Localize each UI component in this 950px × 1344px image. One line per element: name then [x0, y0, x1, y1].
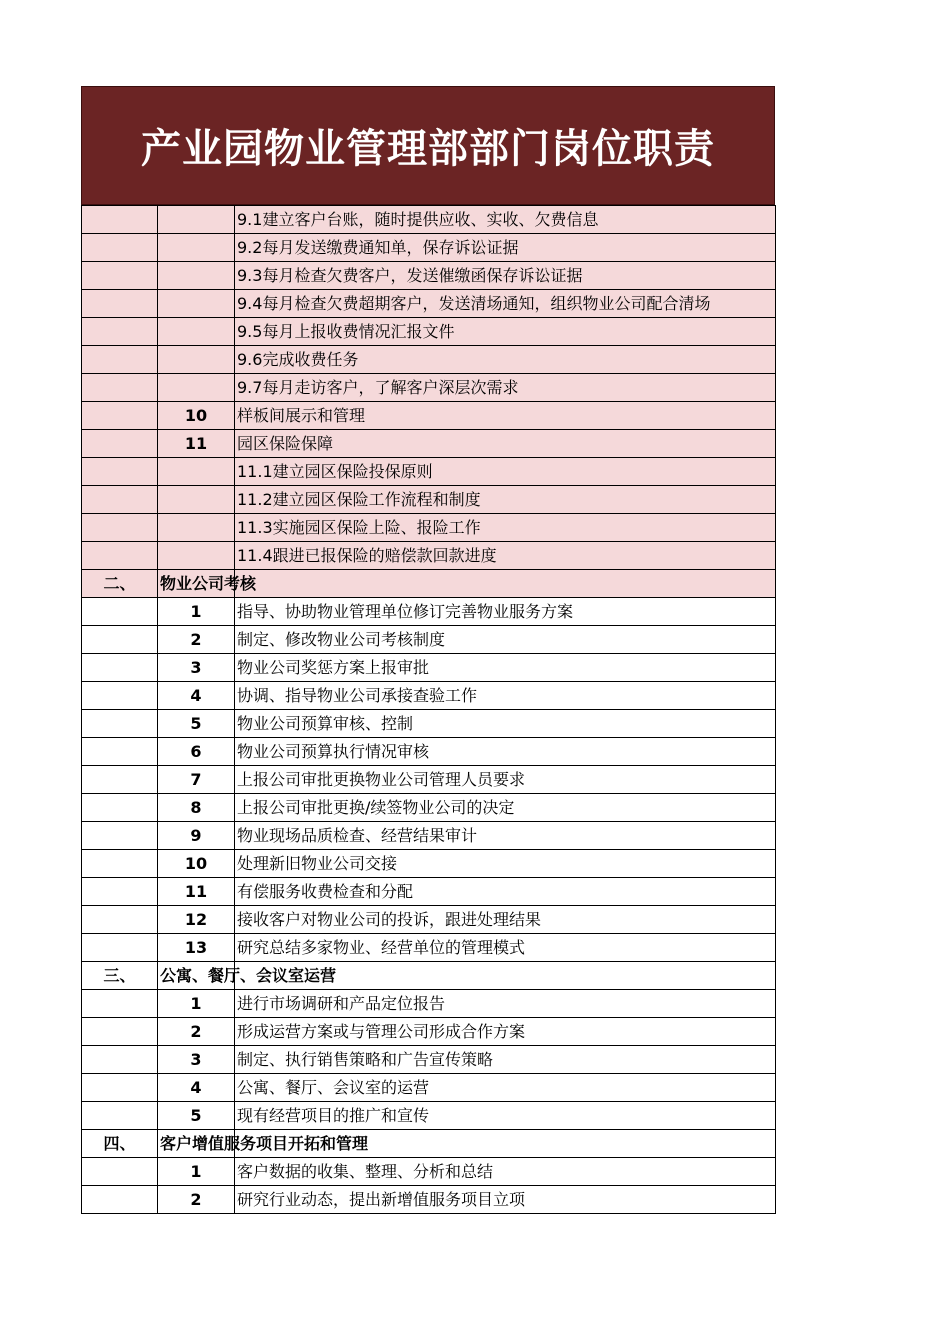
item-number-cell: 1 [158, 1158, 235, 1186]
item-number-cell: 2 [158, 626, 235, 654]
item-number-cell: 11 [158, 878, 235, 906]
empty-cell [82, 598, 158, 626]
table-row [82, 822, 776, 850]
empty-cell [82, 458, 158, 486]
empty-cell [82, 626, 158, 654]
item-number-cell: 11 [158, 430, 235, 458]
section-title-cell [158, 1130, 369, 1158]
table-row [82, 1186, 776, 1214]
empty-cell [82, 290, 158, 318]
empty-cell [82, 430, 158, 458]
table-row [82, 318, 776, 346]
empty-cell [82, 234, 158, 262]
item-number-cell [158, 458, 235, 486]
table-row [82, 374, 776, 402]
empty-cell [82, 906, 158, 934]
item-number-cell: 2 [158, 1018, 235, 1046]
duty-text-cell [235, 570, 776, 598]
page-title: 产业园物业管理部部门岗位职责 [141, 126, 715, 172]
item-number-cell [158, 262, 235, 290]
empty-cell [82, 934, 158, 962]
section-number-cell: 二、 [82, 570, 158, 598]
duty-text-cell: 协调、指导物业公司承接查验工作 [235, 682, 776, 710]
duty-text-cell: 上报公司审批更换物业公司管理人员要求 [235, 766, 776, 794]
section-number-cell: 四、 [82, 1130, 158, 1158]
table-row [82, 1046, 776, 1074]
item-number-cell: 4 [158, 682, 235, 710]
duty-text-cell: 9.3每月检查欠费客户，发送催缴函保存诉讼证据 [235, 262, 776, 290]
item-number-cell [158, 206, 235, 234]
item-number-cell: 5 [158, 1102, 235, 1130]
empty-cell [82, 542, 158, 570]
empty-cell [82, 682, 158, 710]
responsibility-sheet [81, 86, 775, 1214]
table-row [82, 458, 776, 486]
item-number-cell: 2 [158, 1186, 235, 1214]
section-row [82, 570, 776, 598]
empty-cell [82, 1158, 158, 1186]
table-row [82, 206, 776, 234]
duty-text-cell: 9.6完成收费任务 [235, 346, 776, 374]
section-row [82, 962, 776, 990]
table-row [82, 934, 776, 962]
duty-text-cell: 制定、执行销售策略和广告宣传策略 [235, 1046, 776, 1074]
table-row [82, 1074, 776, 1102]
item-number-cell [158, 542, 235, 570]
section-title: 公寓、餐厅、会议室运营 [160, 966, 337, 985]
table-row [82, 290, 776, 318]
duty-text-cell: 9.5每月上报收费情况汇报文件 [235, 318, 776, 346]
section-title-cell [158, 962, 337, 990]
duty-text-cell: 9.4每月检查欠费超期客户，发送清场通知，组织物业公司配合清场 [235, 290, 776, 318]
duty-text-cell: 上报公司审批更换/续签物业公司的决定 [235, 794, 776, 822]
section-title-cell [158, 570, 257, 598]
duty-text-cell: 9.7每月走访客户，了解客户深层次需求 [235, 374, 776, 402]
table-row [82, 1158, 776, 1186]
empty-cell [82, 710, 158, 738]
duty-text-cell: 研究总结多家物业、经营单位的管理模式 [235, 934, 776, 962]
table-row [82, 514, 776, 542]
item-number-cell [158, 234, 235, 262]
duty-text-cell: 形成运营方案或与管理公司形成合作方案 [235, 1018, 776, 1046]
item-number-cell: 3 [158, 654, 235, 682]
table-row [82, 990, 776, 1018]
empty-cell [82, 402, 158, 430]
empty-cell [82, 794, 158, 822]
empty-cell [82, 262, 158, 290]
table-row [82, 878, 776, 906]
table-row [82, 710, 776, 738]
item-number-cell: 1 [158, 990, 235, 1018]
empty-cell [82, 878, 158, 906]
duty-text-cell: 物业公司奖惩方案上报审批 [235, 654, 776, 682]
duty-text-cell: 指导、协助物业管理单位修订完善物业服务方案 [235, 598, 776, 626]
empty-cell [82, 346, 158, 374]
duty-text-cell: 9.2每月发送缴费通知单，保存诉讼证据 [235, 234, 776, 262]
item-number-cell: 12 [158, 906, 235, 934]
table-row [82, 598, 776, 626]
duty-text-cell: 11.2建立园区保险工作流程和制度 [235, 486, 776, 514]
table-row [82, 906, 776, 934]
duties-table-body [82, 206, 776, 1214]
empty-cell [82, 1186, 158, 1214]
empty-cell [82, 990, 158, 1018]
table-row [82, 626, 776, 654]
duty-text-cell: 物业现场品质检查、经营结果审计 [235, 822, 776, 850]
item-number-cell [158, 318, 235, 346]
section-title: 物业公司考核 [160, 574, 257, 593]
item-number-cell [158, 374, 235, 402]
empty-cell [82, 1102, 158, 1130]
empty-cell [82, 738, 158, 766]
table-row [82, 850, 776, 878]
duty-text-cell: 客户数据的收集、整理、分析和总结 [235, 1158, 776, 1186]
item-number-cell [158, 514, 235, 542]
item-number-cell: 9 [158, 822, 235, 850]
table-row [82, 430, 776, 458]
item-number-cell: 3 [158, 1046, 235, 1074]
item-number-cell: 4 [158, 1074, 235, 1102]
section-row [82, 1130, 776, 1158]
empty-cell [82, 318, 158, 346]
title-banner [81, 86, 775, 205]
empty-cell [82, 766, 158, 794]
empty-cell [82, 514, 158, 542]
empty-cell [82, 1018, 158, 1046]
item-number-cell: 5 [158, 710, 235, 738]
item-number-cell: 1 [158, 598, 235, 626]
empty-cell [82, 822, 158, 850]
duty-text-cell: 9.1建立客户台账，随时提供应收、实收、欠费信息 [235, 206, 776, 234]
table-row [82, 486, 776, 514]
empty-cell [82, 850, 158, 878]
duty-text-cell: 研究行业动态，提出新增值服务项目立项 [235, 1186, 776, 1214]
duty-text-cell: 园区保险保障 [235, 430, 776, 458]
table-row [82, 262, 776, 290]
duty-text-cell: 11.4跟进已报保险的赔偿款回款进度 [235, 542, 776, 570]
table-row [82, 766, 776, 794]
section-title: 客户增值服务项目开拓和管理 [160, 1134, 369, 1153]
section-number-cell: 三、 [82, 962, 158, 990]
empty-cell [82, 374, 158, 402]
table-row [82, 234, 776, 262]
duty-text-cell: 11.1建立园区保险投保原则 [235, 458, 776, 486]
empty-cell [82, 1074, 158, 1102]
table-row [82, 346, 776, 374]
table-row [82, 1018, 776, 1046]
item-number-cell: 8 [158, 794, 235, 822]
item-number-cell: 13 [158, 934, 235, 962]
duty-text-cell: 制定、修改物业公司考核制度 [235, 626, 776, 654]
empty-cell [82, 654, 158, 682]
item-number-cell [158, 346, 235, 374]
empty-cell [82, 1046, 158, 1074]
duty-text-cell: 有偿服务收费检查和分配 [235, 878, 776, 906]
empty-cell [82, 206, 158, 234]
item-number-cell [158, 486, 235, 514]
duty-text-cell: 处理新旧物业公司交接 [235, 850, 776, 878]
duty-text-cell: 接收客户对物业公司的投诉，跟进处理结果 [235, 906, 776, 934]
table-row [82, 794, 776, 822]
duty-text-cell: 样板间展示和管理 [235, 402, 776, 430]
item-number-cell [158, 290, 235, 318]
table-row [82, 654, 776, 682]
empty-cell [82, 486, 158, 514]
duty-text-cell: 进行市场调研和产品定位报告 [235, 990, 776, 1018]
duty-text-cell: 11.3实施园区保险上险、报险工作 [235, 514, 776, 542]
item-number-cell: 6 [158, 738, 235, 766]
table-row [82, 682, 776, 710]
item-number-cell: 7 [158, 766, 235, 794]
duty-text-cell: 物业公司预算执行情况审核 [235, 738, 776, 766]
duty-text-cell: 物业公司预算审核、控制 [235, 710, 776, 738]
table-row [82, 1102, 776, 1130]
table-row [82, 738, 776, 766]
duty-text-cell: 现有经营项目的推广和宣传 [235, 1102, 776, 1130]
table-row [82, 542, 776, 570]
duties-table [81, 205, 776, 1214]
duty-text-cell: 公寓、餐厅、会议室的运营 [235, 1074, 776, 1102]
item-number-cell: 10 [158, 850, 235, 878]
table-row [82, 402, 776, 430]
item-number-cell: 10 [158, 402, 235, 430]
